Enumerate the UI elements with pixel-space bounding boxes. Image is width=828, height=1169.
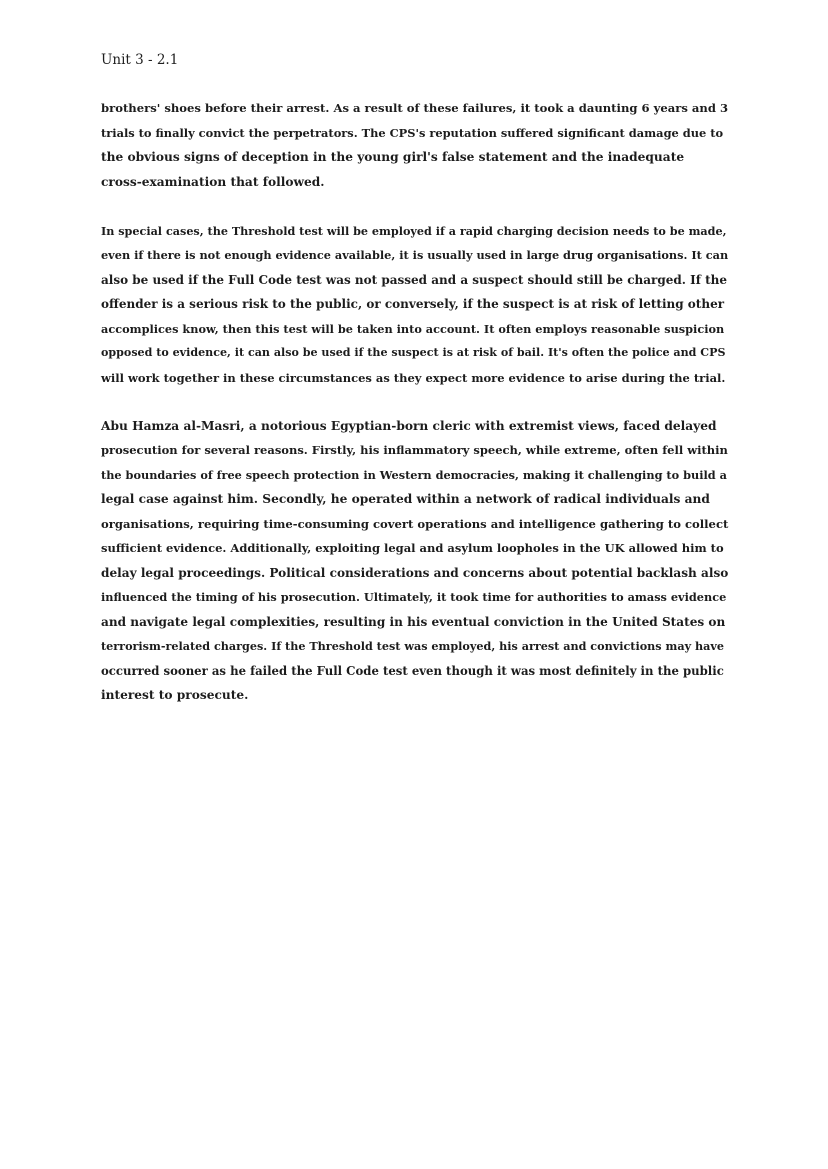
text-line: the obvious signs of deception in the young girl's false statement and the inadequate bbox=[101, 150, 685, 164]
text-line: sufficient evidence. Additionally, exploiting legal and asylum loopholes in the UK allowed him to bbox=[101, 541, 724, 555]
text-line: will work together in these circumstances as they expect more evidence to arise during the trial. bbox=[101, 370, 726, 385]
text-line: opposed to evidence, it can also be used if the suspect is at risk of bail. It's often the police and CPS bbox=[101, 346, 726, 359]
text-line: legal case against him. Secondly, he operated within a network of radical individuals and bbox=[101, 492, 710, 506]
text-line: cross-examination that followed. bbox=[101, 174, 325, 189]
text-line: In special cases, the Threshold test will be employed if a rapid charging decision needs to be made, bbox=[101, 223, 727, 238]
text-line: organisations, requiring time-consuming covert operations and intelligence gathering to collect bbox=[101, 516, 729, 531]
text-line: accomplices know, then this test will be taken into account. It often employs reasonable suspicion bbox=[101, 321, 725, 336]
text-line: interest to prosecute. bbox=[101, 688, 249, 702]
text-line: influenced the timing of his prosecution. Ultimately, it took time for authorities to amass evidence bbox=[101, 590, 727, 604]
text-line: terrorism-related charges. If the Threshold test was employed, his arrest and convictions may have bbox=[101, 639, 724, 653]
text-line: occurred sooner as he failed the Full Code test even though it was most definitely in the public bbox=[101, 663, 724, 678]
text-line: also be used if the Full Code test was not passed and a suspect should still be charged. If the bbox=[101, 272, 728, 287]
text-line: prosecution for several reasons. Firstly, his inflammatory speech, while extreme, often fell within bbox=[101, 443, 728, 457]
text-line: offender is a serious risk to the public, or conversely, if the suspect is at risk of letting other bbox=[101, 297, 725, 311]
text-line: the boundaries of free speech protection in Western democracies, making it challenging to build a bbox=[101, 467, 727, 482]
text-line: trials to finally convict the perpetrators. The CPS's reputation suffered significant damage due to bbox=[101, 125, 724, 140]
text-line: delay legal proceedings. Political considerations and concerns about potential backlash also bbox=[101, 565, 729, 580]
text-line: Abu Hamza al-Masri, a notorious Egyptian-born cleric with extremist views, faced delayed bbox=[101, 418, 717, 433]
text-line: and navigate legal complexities, resulting in his eventual conviction in the United States on bbox=[101, 614, 726, 629]
text-line: brothers' shoes before their arrest. As a result of these failures, it took a daunting 6 years and 3 bbox=[101, 101, 729, 115]
text-line: even if there is not enough evidence available, it is usually used in large drug organisations. It can bbox=[101, 248, 729, 262]
page-header: Unit 3 - 2.1 bbox=[101, 52, 179, 68]
